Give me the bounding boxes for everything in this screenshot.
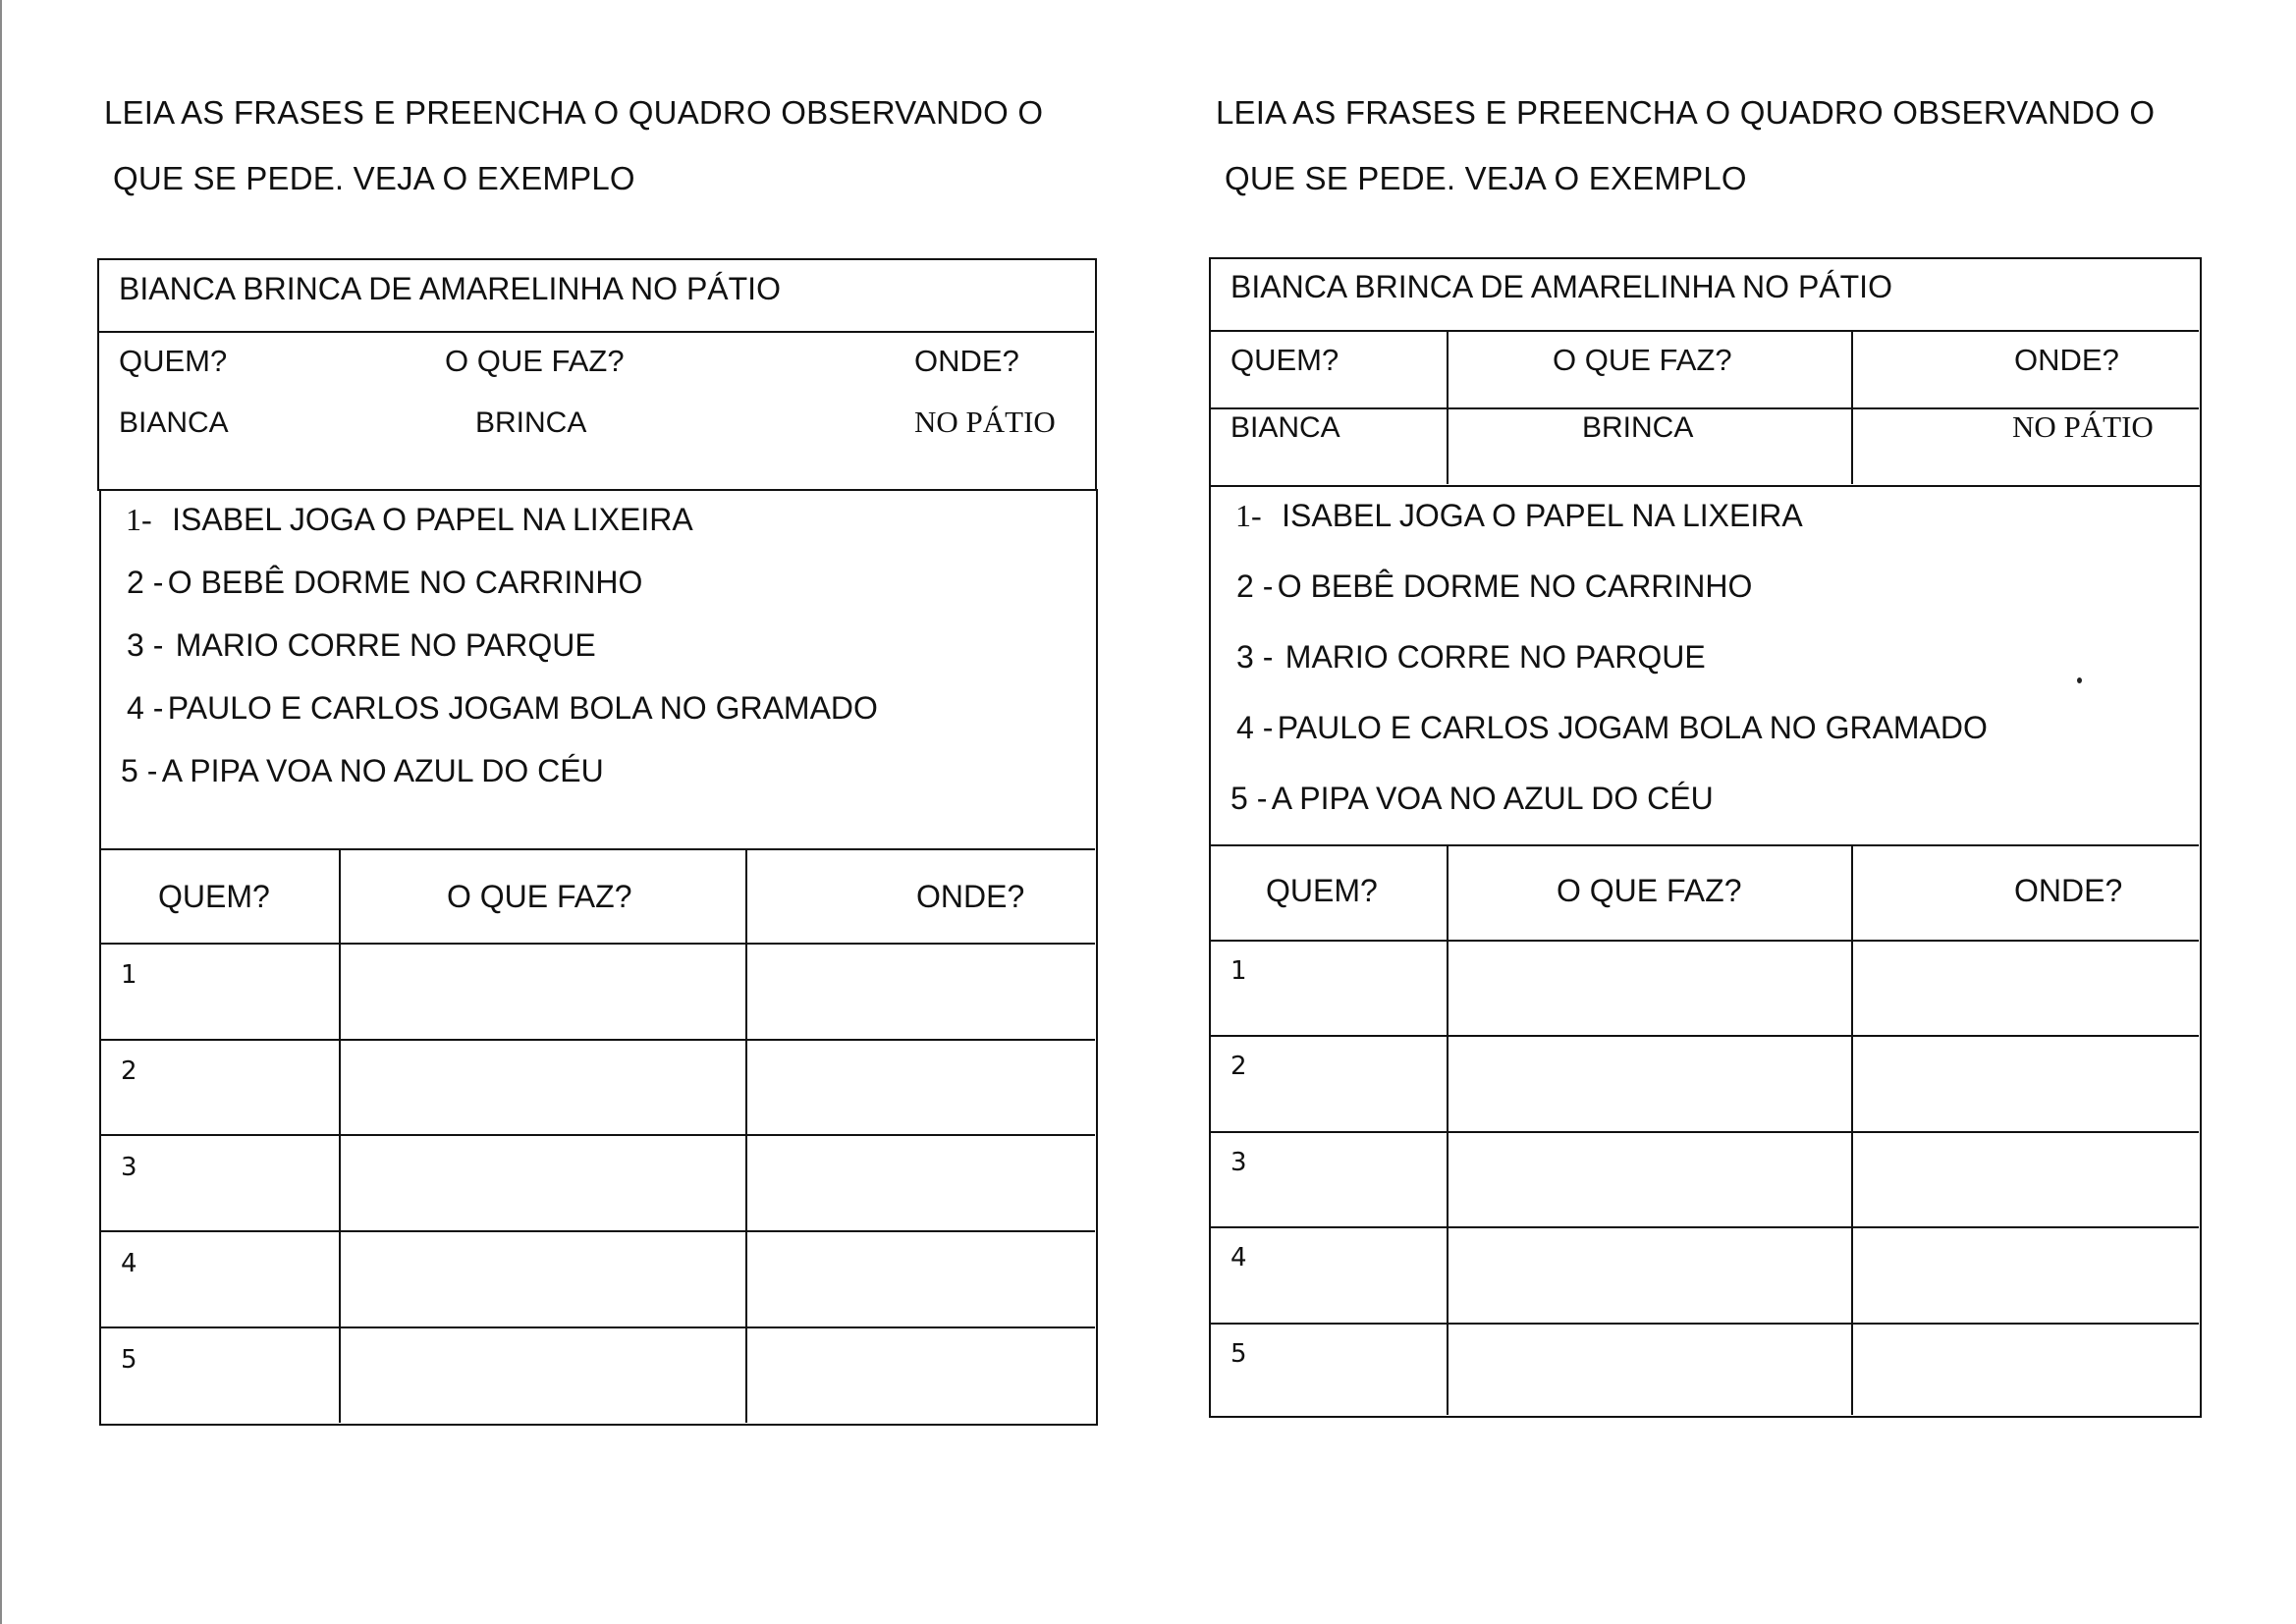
table-row-number: 1 (121, 960, 137, 990)
table-column-line (1447, 844, 1449, 1415)
exercise-box (1209, 485, 2202, 1418)
sentence-number: 5 - (121, 753, 158, 788)
example-header-onde: ONDE? (2014, 343, 2119, 377)
sentence-text: MARIO CORRE NO PARQUE (175, 627, 596, 663)
example-sentence: BIANCA BRINCA DE AMARELINHA NO PÁTIO (1230, 269, 1892, 304)
sentence-number: 3 - (1236, 639, 1274, 675)
sentence-item (1236, 639, 1706, 676)
table-header-onde: ONDE? (2014, 873, 2123, 908)
table-row-line (1211, 1035, 2199, 1037)
table-row-number: 4 (1230, 1243, 1247, 1272)
example-answer-quem: BIANCA (119, 406, 229, 439)
example-divider (99, 331, 1094, 333)
example-answer-quem: BIANCA (1230, 411, 1340, 444)
table-row-line (1211, 940, 2199, 942)
table-row-number: 4 (121, 1249, 137, 1278)
sentence-text: MARIO CORRE NO PARQUE (1285, 639, 1706, 675)
example-header-quem: QUEM? (1230, 343, 1339, 377)
sentence-text: O BEBÊ DORME NO CARRINHO (1277, 568, 1753, 604)
sentence-number: 4 - (1236, 710, 1274, 745)
example-answer-onde: NO PÁTIO (2012, 409, 2154, 444)
example-header-o-que-faz: O QUE FAZ? (1553, 343, 1732, 377)
table-row-number: 3 (121, 1153, 137, 1182)
instruction-line-2: QUE SE PEDE. VEJA O EXEMPLO (1225, 160, 1747, 196)
table-row-number: 5 (121, 1345, 137, 1375)
example-answer-o-que-faz: BRINCA (475, 406, 587, 439)
table-header-quem: QUEM? (158, 879, 270, 914)
example-header-quem: QUEM? (119, 344, 228, 378)
table-row-line (1211, 1131, 2199, 1133)
sentence-text: ISABEL JOGA O PAPEL NA LIXEIRA (1282, 498, 1803, 533)
ink-speck (2077, 677, 2082, 683)
sentence-item (126, 502, 693, 538)
sentence-text: A PIPA VOA NO AZUL DO CÉU (1271, 781, 1714, 816)
sentence-item (121, 753, 604, 789)
example-sentence: BIANCA BRINCA DE AMARELINHA NO PÁTIO (119, 271, 781, 306)
table-column-line (745, 848, 747, 1423)
sentence-item (1235, 498, 1803, 534)
instruction-line-1: LEIA AS FRASES E PREENCHA O QUADRO OBSERVANDO O (104, 94, 1044, 131)
sentence-text: A PIPA VOA NO AZUL DO CÉU (161, 753, 604, 788)
table-header-onde: ONDE? (916, 879, 1025, 914)
exercise-box (99, 489, 1098, 1426)
worksheet-right (1148, 0, 2296, 1624)
example-column-line (1447, 330, 1449, 484)
sentence-item (127, 627, 596, 664)
sentence-item (1236, 710, 1988, 746)
sentence-number: 1- (126, 502, 152, 537)
table-row-line (1211, 1323, 2199, 1325)
instruction-line-2: QUE SE PEDE. VEJA O EXEMPLO (113, 160, 635, 196)
table-row-line (101, 1134, 1095, 1136)
table-row-line (101, 943, 1095, 945)
example-answer-o-que-faz: BRINCA (1582, 411, 1694, 444)
table-row-line (1211, 1226, 2199, 1228)
table-row-number: 2 (121, 1056, 137, 1086)
sentence-number: 1- (1235, 498, 1262, 533)
table-row-line (101, 1039, 1095, 1041)
table-column-line (339, 848, 341, 1423)
table-row-number: 1 (1230, 956, 1247, 986)
sentence-number: 4 - (127, 690, 164, 726)
sentence-item (1236, 568, 1752, 605)
sentence-item (1230, 781, 1714, 817)
example-answer-onde: NO PÁTIO (914, 405, 1056, 439)
sentence-item (127, 565, 642, 601)
sentence-number: 2 - (1236, 568, 1274, 604)
table-row-number: 3 (1230, 1148, 1247, 1177)
sentence-number: 3 - (127, 627, 164, 663)
example-header-onde: ONDE? (914, 344, 1019, 378)
example-box (1209, 257, 2202, 487)
sentence-item (127, 690, 878, 727)
table-header-quem: QUEM? (1266, 873, 1378, 908)
sentence-number: 2 - (127, 565, 164, 600)
table-row-line (101, 1230, 1095, 1232)
instruction-line-1: LEIA AS FRASES E PREENCHA O QUADRO OBSERVANDO O (1216, 94, 2156, 131)
sentence-text: ISABEL JOGA O PAPEL NA LIXEIRA (172, 502, 693, 537)
sentence-number: 5 - (1230, 781, 1268, 816)
sentence-text: PAULO E CARLOS JOGAM BOLA NO GRAMADO (167, 690, 878, 726)
example-box (97, 258, 1097, 491)
table-row-line (101, 1326, 1095, 1328)
table-header-o-que-faz: O QUE FAZ? (1557, 873, 1742, 908)
sentence-text: PAULO E CARLOS JOGAM BOLA NO GRAMADO (1277, 710, 1988, 745)
example-divider (1211, 330, 2199, 332)
table-top-line (101, 848, 1095, 850)
table-top-line (1211, 844, 2199, 846)
example-column-line (1851, 330, 1853, 484)
table-header-o-que-faz: O QUE FAZ? (447, 879, 632, 914)
table-column-line (1851, 844, 1853, 1415)
example-header-o-que-faz: O QUE FAZ? (445, 344, 625, 378)
table-row-number: 5 (1230, 1339, 1247, 1369)
table-row-number: 2 (1230, 1052, 1247, 1081)
sentence-text: O BEBÊ DORME NO CARRINHO (167, 565, 643, 600)
